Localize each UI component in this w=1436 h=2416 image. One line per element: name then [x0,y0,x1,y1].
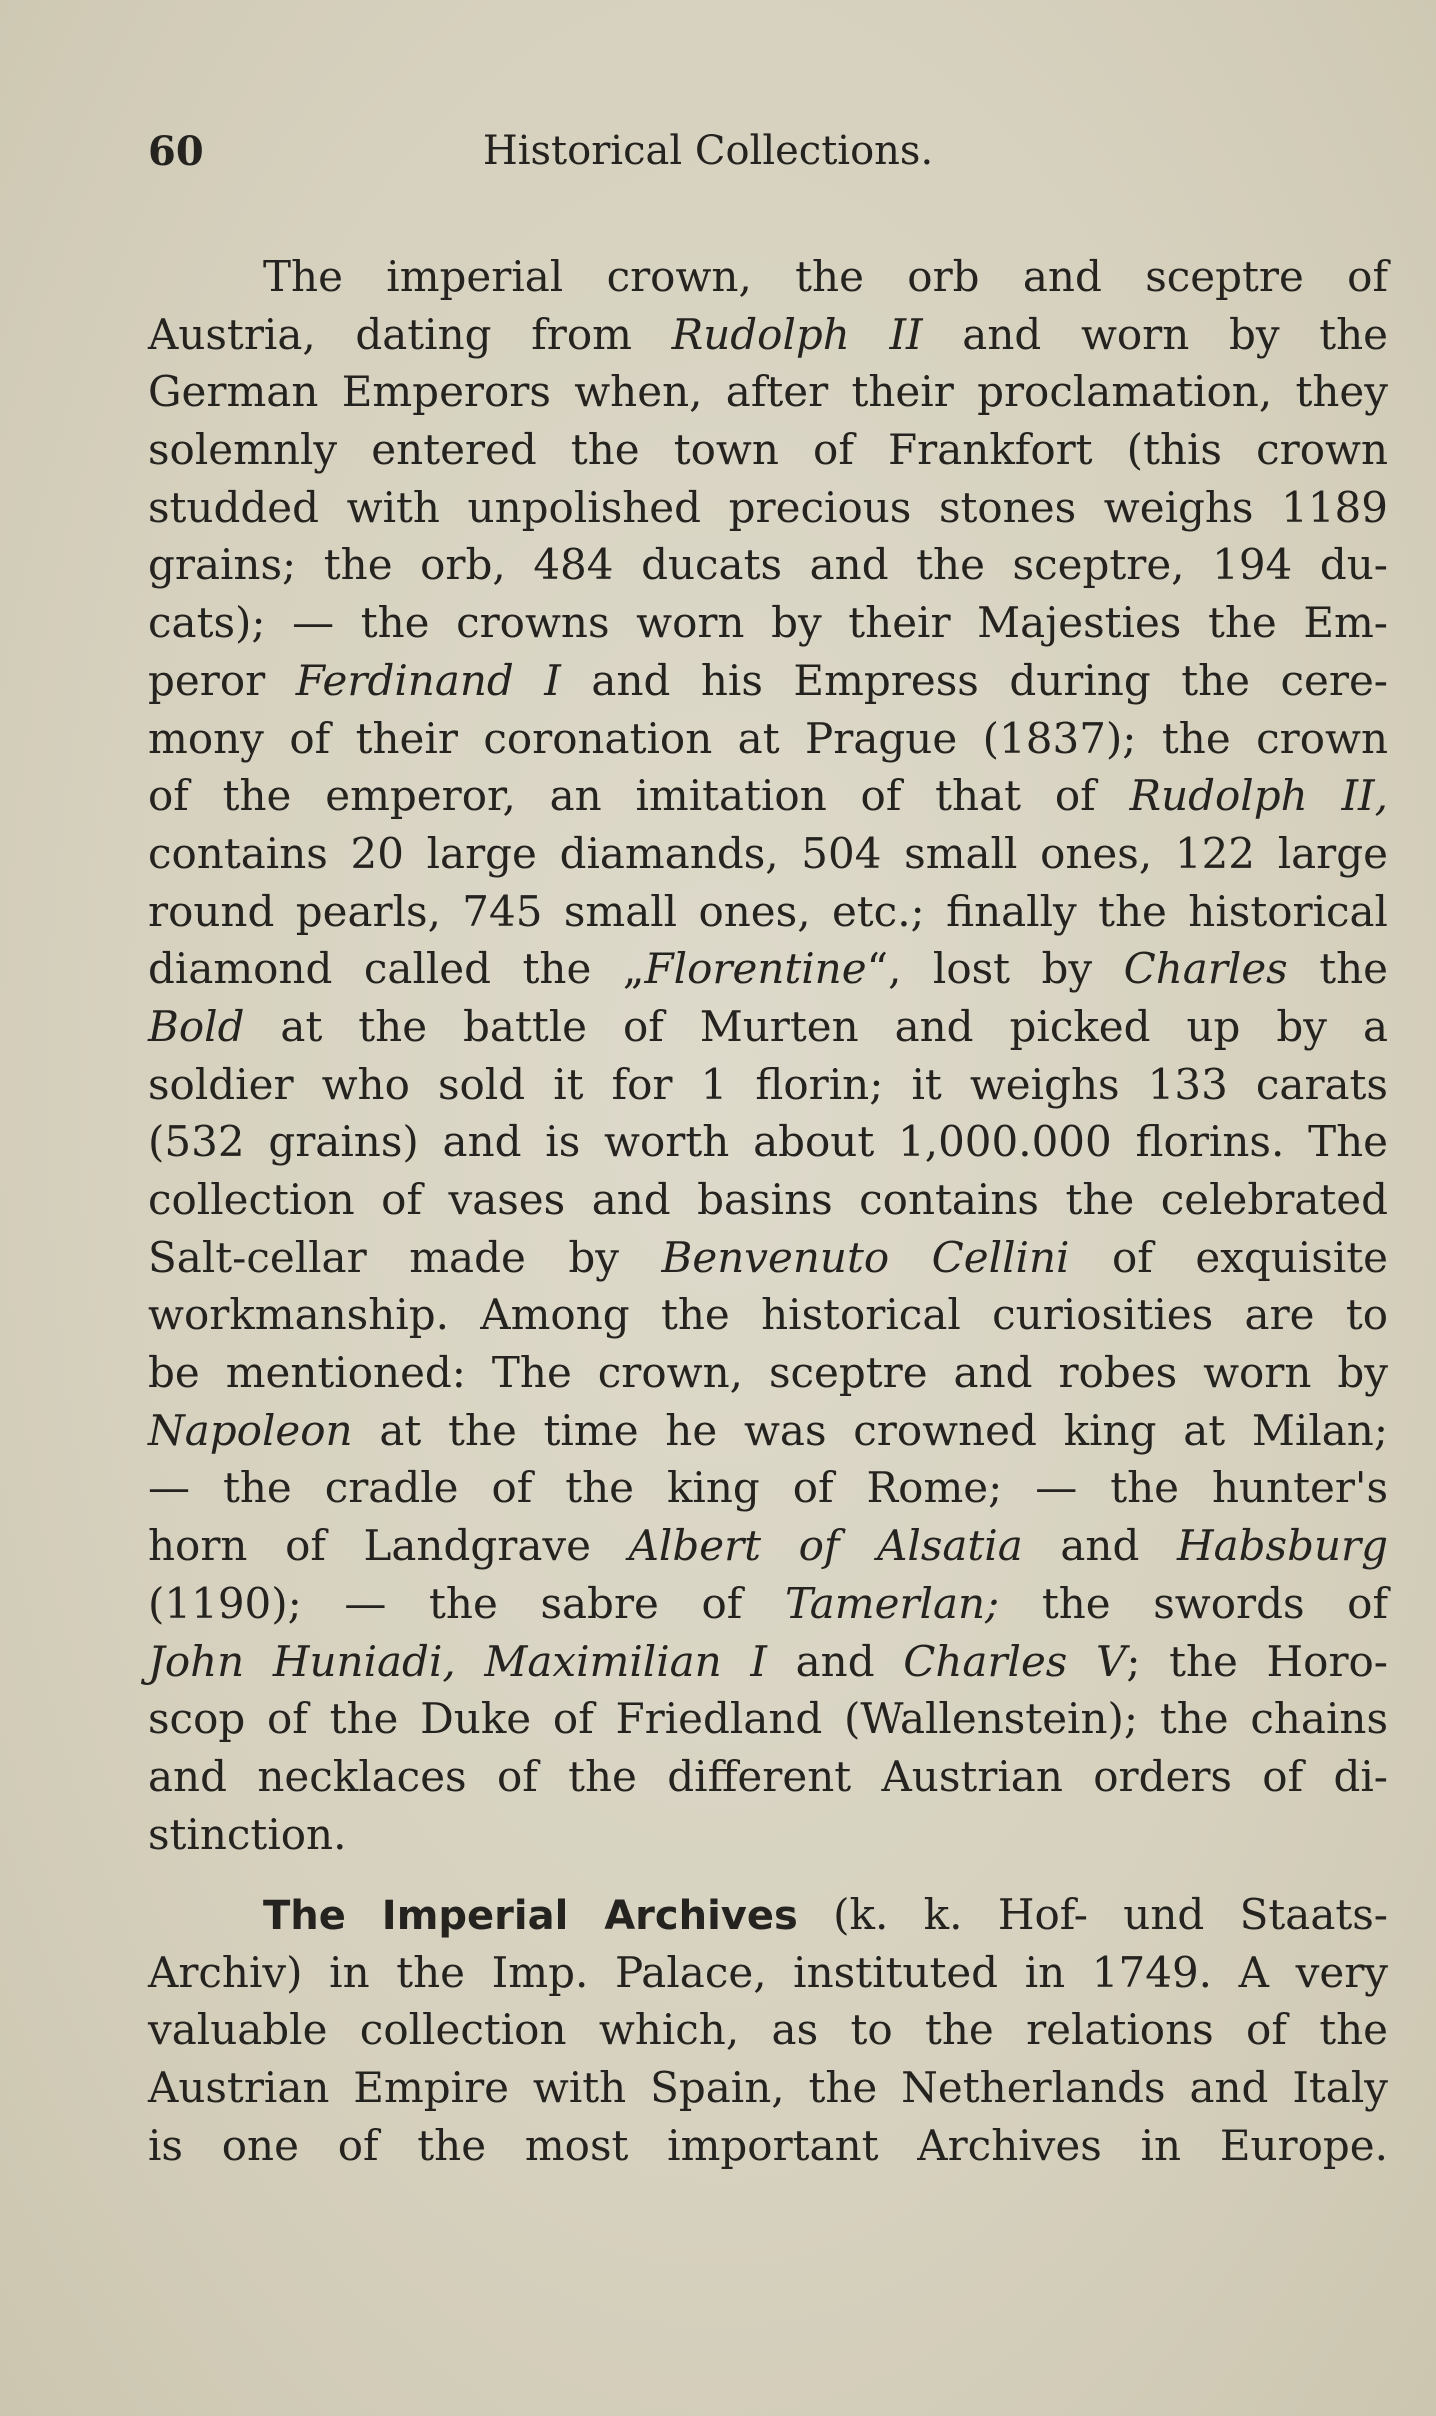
text-line: stinction. [148,1809,347,1859]
text-line: (1190); — the sabre of Tamerlan; the swords of [148,1578,1388,1628]
text-line: diamond called the „Florentine“, lost by Charles the [148,944,1389,994]
paragraph-crown-jewels [148,248,1388,1863]
text-line: John Huniadi, Maximilian I and Charles V; the Horo- [148,1636,1388,1686]
section-heading: The Imperial Archives [263,1893,798,1939]
text-line: collection of vases and basins contains the celebrated [148,1175,1388,1224]
page-header-title: Historical Collections. [482,128,934,174]
text-line: mony of their coronation at Prague (1837); the crown [148,713,1388,763]
page-number: 60 [148,128,204,175]
text-line: Austria, dating from Rudolph II and worn by the [148,309,1389,359]
text-line: grains; the orb, 484 ducats and the sceptre, 194 du- [148,540,1388,590]
text-line: round pearls, 745 small ones, etc.; finally the historical [148,886,1388,936]
text-line: cats); — the crowns worn by their Majesties the Em- [148,598,1388,648]
text-line: horn of Landgrave Albert of Alsatia and Habsburg [148,1521,1388,1571]
text-line: Austrian Empire with Spain, the Netherlands and Italy [148,2063,1388,2113]
text-line: and necklaces of the different Austrian orders of di- [148,1751,1388,1801]
text-line: soldier who sold it for 1 florin; it weighs 133 carats [148,1059,1388,1109]
text-line: The Imperial Archives (k. k. Hof- und Staats- [263,1890,1388,1939]
running-head [148,128,1388,188]
text-line: peror Ferdinand I and his Empress during the cere- [148,655,1388,705]
text-line: scop of the Duke of Friedland (Wallenstein); the chains [148,1694,1388,1744]
text-line: studded with unpolished precious stones weighs 1189 [148,482,1388,532]
text-line: valuable collection which, as to the relations of the [148,2005,1388,2055]
text-line: Napoleon at the time he was crowned king at Milan; [148,1405,1388,1455]
text-line: (532 grains) and is worth about 1,000.000 florins. The [148,1117,1388,1167]
text-line: be mentioned: The crown, sceptre and robes worn by [148,1348,1388,1398]
text-line: German Emperors when, after their proclamation, they [148,367,1388,417]
text-line: contains 20 large diamands, 504 small ones, 122 large [148,828,1388,878]
text-line: Bold at the battle of Murten and picked up by a [148,1001,1388,1051]
text-line: — the cradle of the king of Rome; — the hunter's [148,1463,1388,1513]
text-line: Salt-cellar made by Benvenuto Cellini of exquisite [148,1232,1388,1282]
text-line: of the emperor, an imitation of that of Rudolph II, [148,771,1388,821]
text-line: The imperial crown, the orb and sceptre of [263,252,1388,301]
paragraph-imperial-archives [148,1886,1388,2174]
text-line: is one of the most important Archives in Europe. [148,2120,1388,2170]
text-line: Archiv) in the Imp. Palace, instituted in 1749. A very [148,1947,1388,1997]
text-line: workmanship. Among the historical curiosities are to [148,1290,1388,1340]
text-line: solemnly entered the town of Frankfort (this crown [148,425,1388,475]
